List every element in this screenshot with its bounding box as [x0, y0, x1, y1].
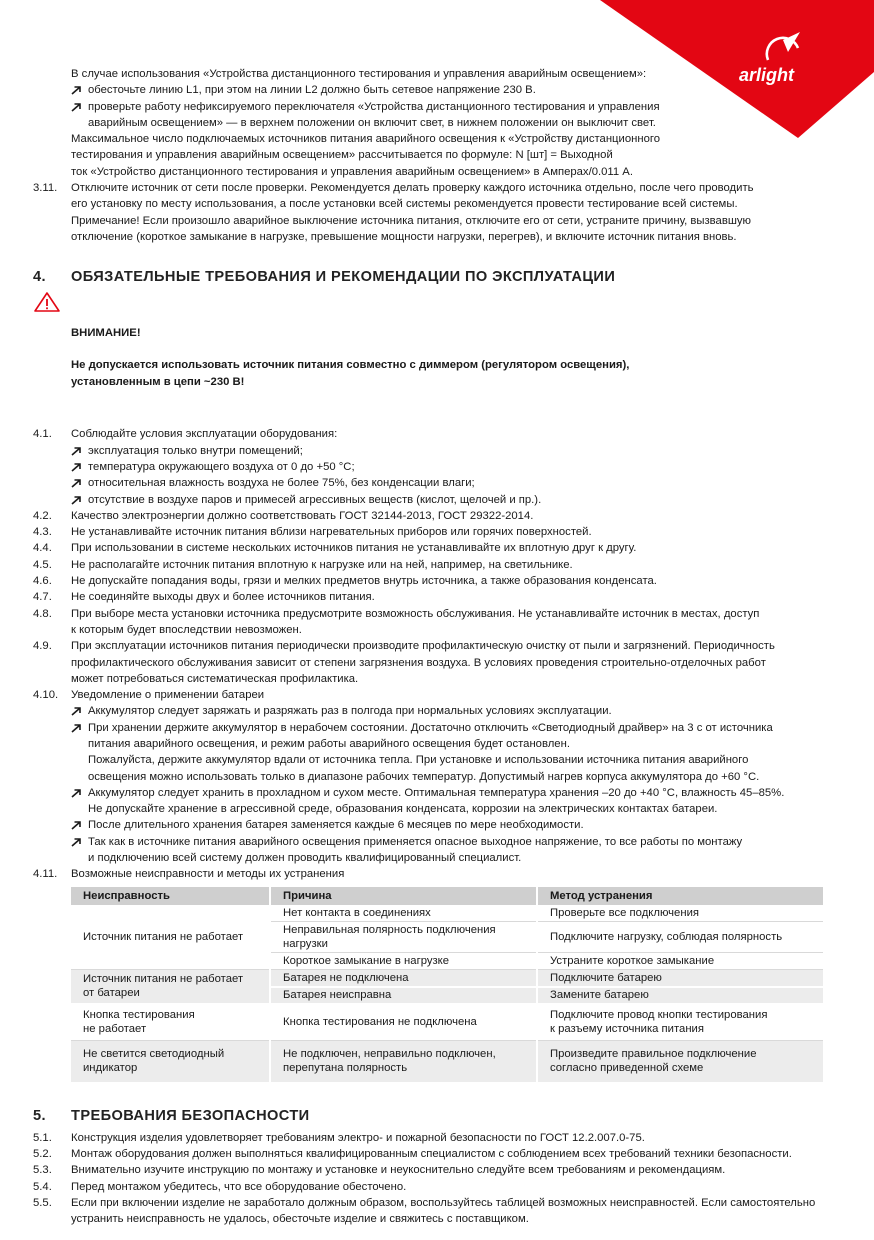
warning-block — [33, 292, 833, 406]
header-cause: Причина — [270, 887, 537, 905]
paragraph-4-7: 4.7. Не соединяйте выходы двух и более источников питания. — [33, 591, 375, 604]
paragraph-5-4: 5.4. Перед монтажом убедитесь, что все оборудование обесточено. — [33, 1180, 407, 1193]
fix-cell: Устраните короткое замыкание — [537, 953, 824, 970]
paragraph-4-9: 4.9. При эксплуатации источников питания периодически производите профилактическую очистку от пыли и загрязнений. Периодичность профилактического обслуживания зависит от степени загрязнения воздуха. В условиях проведения строительно-отделочных работ может потребоваться систематическая профилактика. — [33, 640, 775, 685]
paragraph-5-3: 5.3. Внимательно изучите инструкцию по монтажу и установке и неукоснительно следуйте всем требованиям и рекомендациям. — [33, 1164, 726, 1177]
table-row — [71, 1041, 824, 1083]
table-header-row — [71, 887, 824, 905]
faults-table — [71, 887, 825, 1084]
table-row — [71, 905, 824, 922]
fault-cell: Не светится светодиодный индикатор — [71, 1041, 270, 1083]
arrow-bullet-icon — [71, 496, 82, 505]
list-item: обесточьте линию L1, при этом на линии L2 должно быть сетевое напряжение 230 В. — [33, 82, 833, 98]
list-item: Аккумулятор следует хранить в прохладном и сухом месте. Оптимальная температура хранения –20 до +40 °C, влажность 45–85%. Не допускайте хранение в агрессивной среде, образования конденсата, коррозии на электрических контактах батареи. — [33, 785, 833, 818]
table-row — [71, 1004, 824, 1041]
intro-formula: Максимальное число подключаемых источников питания аварийного освещения к «Устройству дистанционного тестирования и управления аварийным освещением» рассчитывается по формуле: N [шт] = Выходной ток «Устройство дистанционного тестирования и управления аварийным освещением» в Амперах/0.011 А. — [71, 133, 661, 178]
paragraph-4-8: 4.8. При выборе места установки источника предусмотрите возможность обслуживания. Не устанавливайте источник в местах, доступ к которым будет впоследствии невозможен. — [33, 607, 760, 636]
arrow-bullet-icon — [71, 479, 82, 488]
cause-cell: Батарея не подключена — [270, 970, 537, 987]
paragraph-5-1: 5.1. Конструкция изделия удовлетворяет требованиям электро- и пожарной безопасности по ГОСТ 12.2.007.0-75. — [33, 1131, 645, 1144]
fix-cell: Подключите провод кнопки тестирования к разъему источника питания — [537, 1004, 824, 1041]
list-item: относительная влажность воздуха не более 75%, без конденсации влаги; — [33, 475, 833, 491]
header-fault: Неисправность — [71, 887, 270, 905]
arrow-bullet-icon — [71, 789, 82, 798]
paragraph-4-5: 4.5. Не располагайте источник питания вплотную к нагрузке или на ней, например, на светильнике. — [33, 558, 573, 571]
header-fix: Метод устранения — [537, 887, 824, 905]
fix-cell: Подключите нагрузку, соблюдая полярность — [537, 922, 824, 953]
paragraph-4-1: 4.1. Соблюдайте условия эксплуатации оборудования: — [33, 428, 338, 441]
list-item: проверьте работу нефиксируемого переключателя «Устройства дистанционного тестирования и управления аварийным освещением» — в верхнем положении он включит свет, в нижнем положении он выключит свет. — [33, 99, 833, 132]
paragraph-4-10: 4.10. Уведомление о применении батареи — [33, 689, 265, 702]
warning-text: Не допускается использовать источник питания совместно с диммером (регулятором освещения), установленным в цепи ~230 В! — [71, 359, 630, 388]
arrow-bullet-icon — [71, 838, 82, 847]
cause-cell: Короткое замыкание в нагрузке — [270, 953, 537, 970]
arrow-bullet-icon — [71, 86, 82, 95]
arrow-bullet-icon — [71, 707, 82, 716]
list-item: Аккумулятор следует заряжать и разряжать раз в полгода при нормальных условиях эксплуатации. — [33, 703, 833, 719]
cause-cell: Батарея неисправна — [270, 987, 537, 1004]
list-item: После длительного хранения батарея заменяется каждые 6 месяцев по мере необходимости. — [33, 817, 833, 833]
warning-title: ВНИМАНИЕ! — [71, 326, 141, 339]
paragraph-4-11: 4.11. Возможные неисправности и методы их устранения — [33, 868, 345, 881]
paragraph-3-11: 3.11. Отключите источник от сети после проверки. Рекомендуется делать проверку каждого источника отдельно, после чего проводить его установку по месту использования, а после установки всей системы рекомендуется провести тестирование всей системы. Примечание! Если произошло аварийное выключение источника питания, отключите его от сети, устраните причину, вызвавшую отключение (короткое замыкание в нагрузке, превышение мощности нагрузки, перегрев), и включите источник питания вновь. — [33, 182, 754, 243]
list-item: Так как в источнике питания аварийного освещения применяется опасное выходное напряжение, то все работы по монтажу и подключению всей систему должен проводить квалифицированный специалист. — [33, 834, 833, 867]
list-item: При хранении держите аккумулятор в нерабочем состоянии. Достаточно отключить «Светодиодный драйвер» на 3 с от источника питания аварийного освещения, и режим работы аварийного освещения будет остановлен. Пожалуйста, держите аккумулятор вдали от источника тепла. При установке и использовании источника питания аварийного освещения можно использовать только в диапазоне рабочих температур. Допустимый нагрев корпуса аккумулятора до +60 °C. — [33, 720, 833, 785]
paragraph-5-2: 5.2. Монтаж оборудования должен выполняться квалифицированным специалистом с соблюдением всех требований техники безопасности. — [33, 1147, 792, 1160]
arrow-bullet-icon — [71, 463, 82, 472]
intro-lead: В случае использования «Устройства дистанционного тестирования и управления аварийным освещением»: — [71, 68, 647, 80]
paragraph-5-5: 5.5. Если при включении изделие не заработало должным образом, воспользуйтесь таблицей возможных неисправностей. Если самостоятельно устранить неисправность не удалось, обесточьте изделие и свяжитесь с поставщиком. — [33, 1196, 816, 1226]
list-item: эксплуатация только внутри помещений; — [33, 443, 833, 459]
fix-cell: Произведите правильное подключение согласно приведенной схеме — [537, 1041, 824, 1083]
arrow-bullet-icon — [71, 447, 82, 456]
fix-cell: Проверьте все подключения — [537, 905, 824, 922]
fix-cell: Подключите батарею — [537, 970, 824, 987]
fault-cell: Источник питания не работает — [71, 905, 270, 970]
table-row — [71, 970, 824, 987]
arrow-bullet-icon — [71, 821, 82, 830]
paragraph-4-3: 4.3. Не устанавливайте источник питания вблизи нагревательных приборов или горячих поверхностей. — [33, 526, 592, 539]
fault-cell: Источник питания не работает от батареи — [71, 970, 270, 1004]
paragraph-number: 3.11. — [33, 182, 58, 195]
list-item: температура окружающего воздуха от 0 до +50 °C; — [33, 459, 833, 475]
paragraph-4-6: 4.6. Не допускайте попадания воды, грязи и мелких предметов внутрь источника, а также образования конденсата. — [33, 575, 657, 588]
cause-cell: Кнопка тестирования не подключена — [270, 1004, 537, 1041]
arrow-bullet-icon — [71, 724, 82, 733]
cause-cell: Нет контакта в соединениях — [270, 905, 537, 922]
warning-icon — [33, 291, 61, 313]
fault-cell: Кнопка тестирования не работает — [71, 1004, 270, 1041]
section-5-title: 5. ТРЕБОВАНИЯ БЕЗОПАСНОСТИ — [33, 1107, 310, 1124]
section-4-title: 4. ОБЯЗАТЕЛЬНЫЕ ТРЕБОВАНИЯ И РЕКОМЕНДАЦИИ ПО ЭКСПЛУАТАЦИИ — [33, 269, 616, 286]
cause-cell: Неправильная полярность подключения нагрузки — [270, 922, 537, 953]
cause-cell: Не подключен, неправильно подключен, перепутана полярность — [270, 1041, 537, 1083]
paragraph-4-4: 4.4. При использовании в системе нескольких источников питания не устанавливайте их вплотную друг к другу. — [33, 542, 637, 555]
fix-cell: Замените батарею — [537, 987, 824, 1004]
logo-text: arlight — [739, 65, 795, 85]
arrow-bullet-icon — [71, 103, 82, 112]
document-content — [33, 66, 833, 1227]
intro-bullets — [33, 82, 833, 131]
list-item: отсутствие в воздухе паров и примесей агрессивных веществ (кислот, щелочей и пр.). — [33, 492, 833, 508]
paragraph-4-2: 4.2. Качество электроэнергии должно соответствовать ГОСТ 32144-2013, ГОСТ 29322-2014. — [33, 509, 534, 522]
